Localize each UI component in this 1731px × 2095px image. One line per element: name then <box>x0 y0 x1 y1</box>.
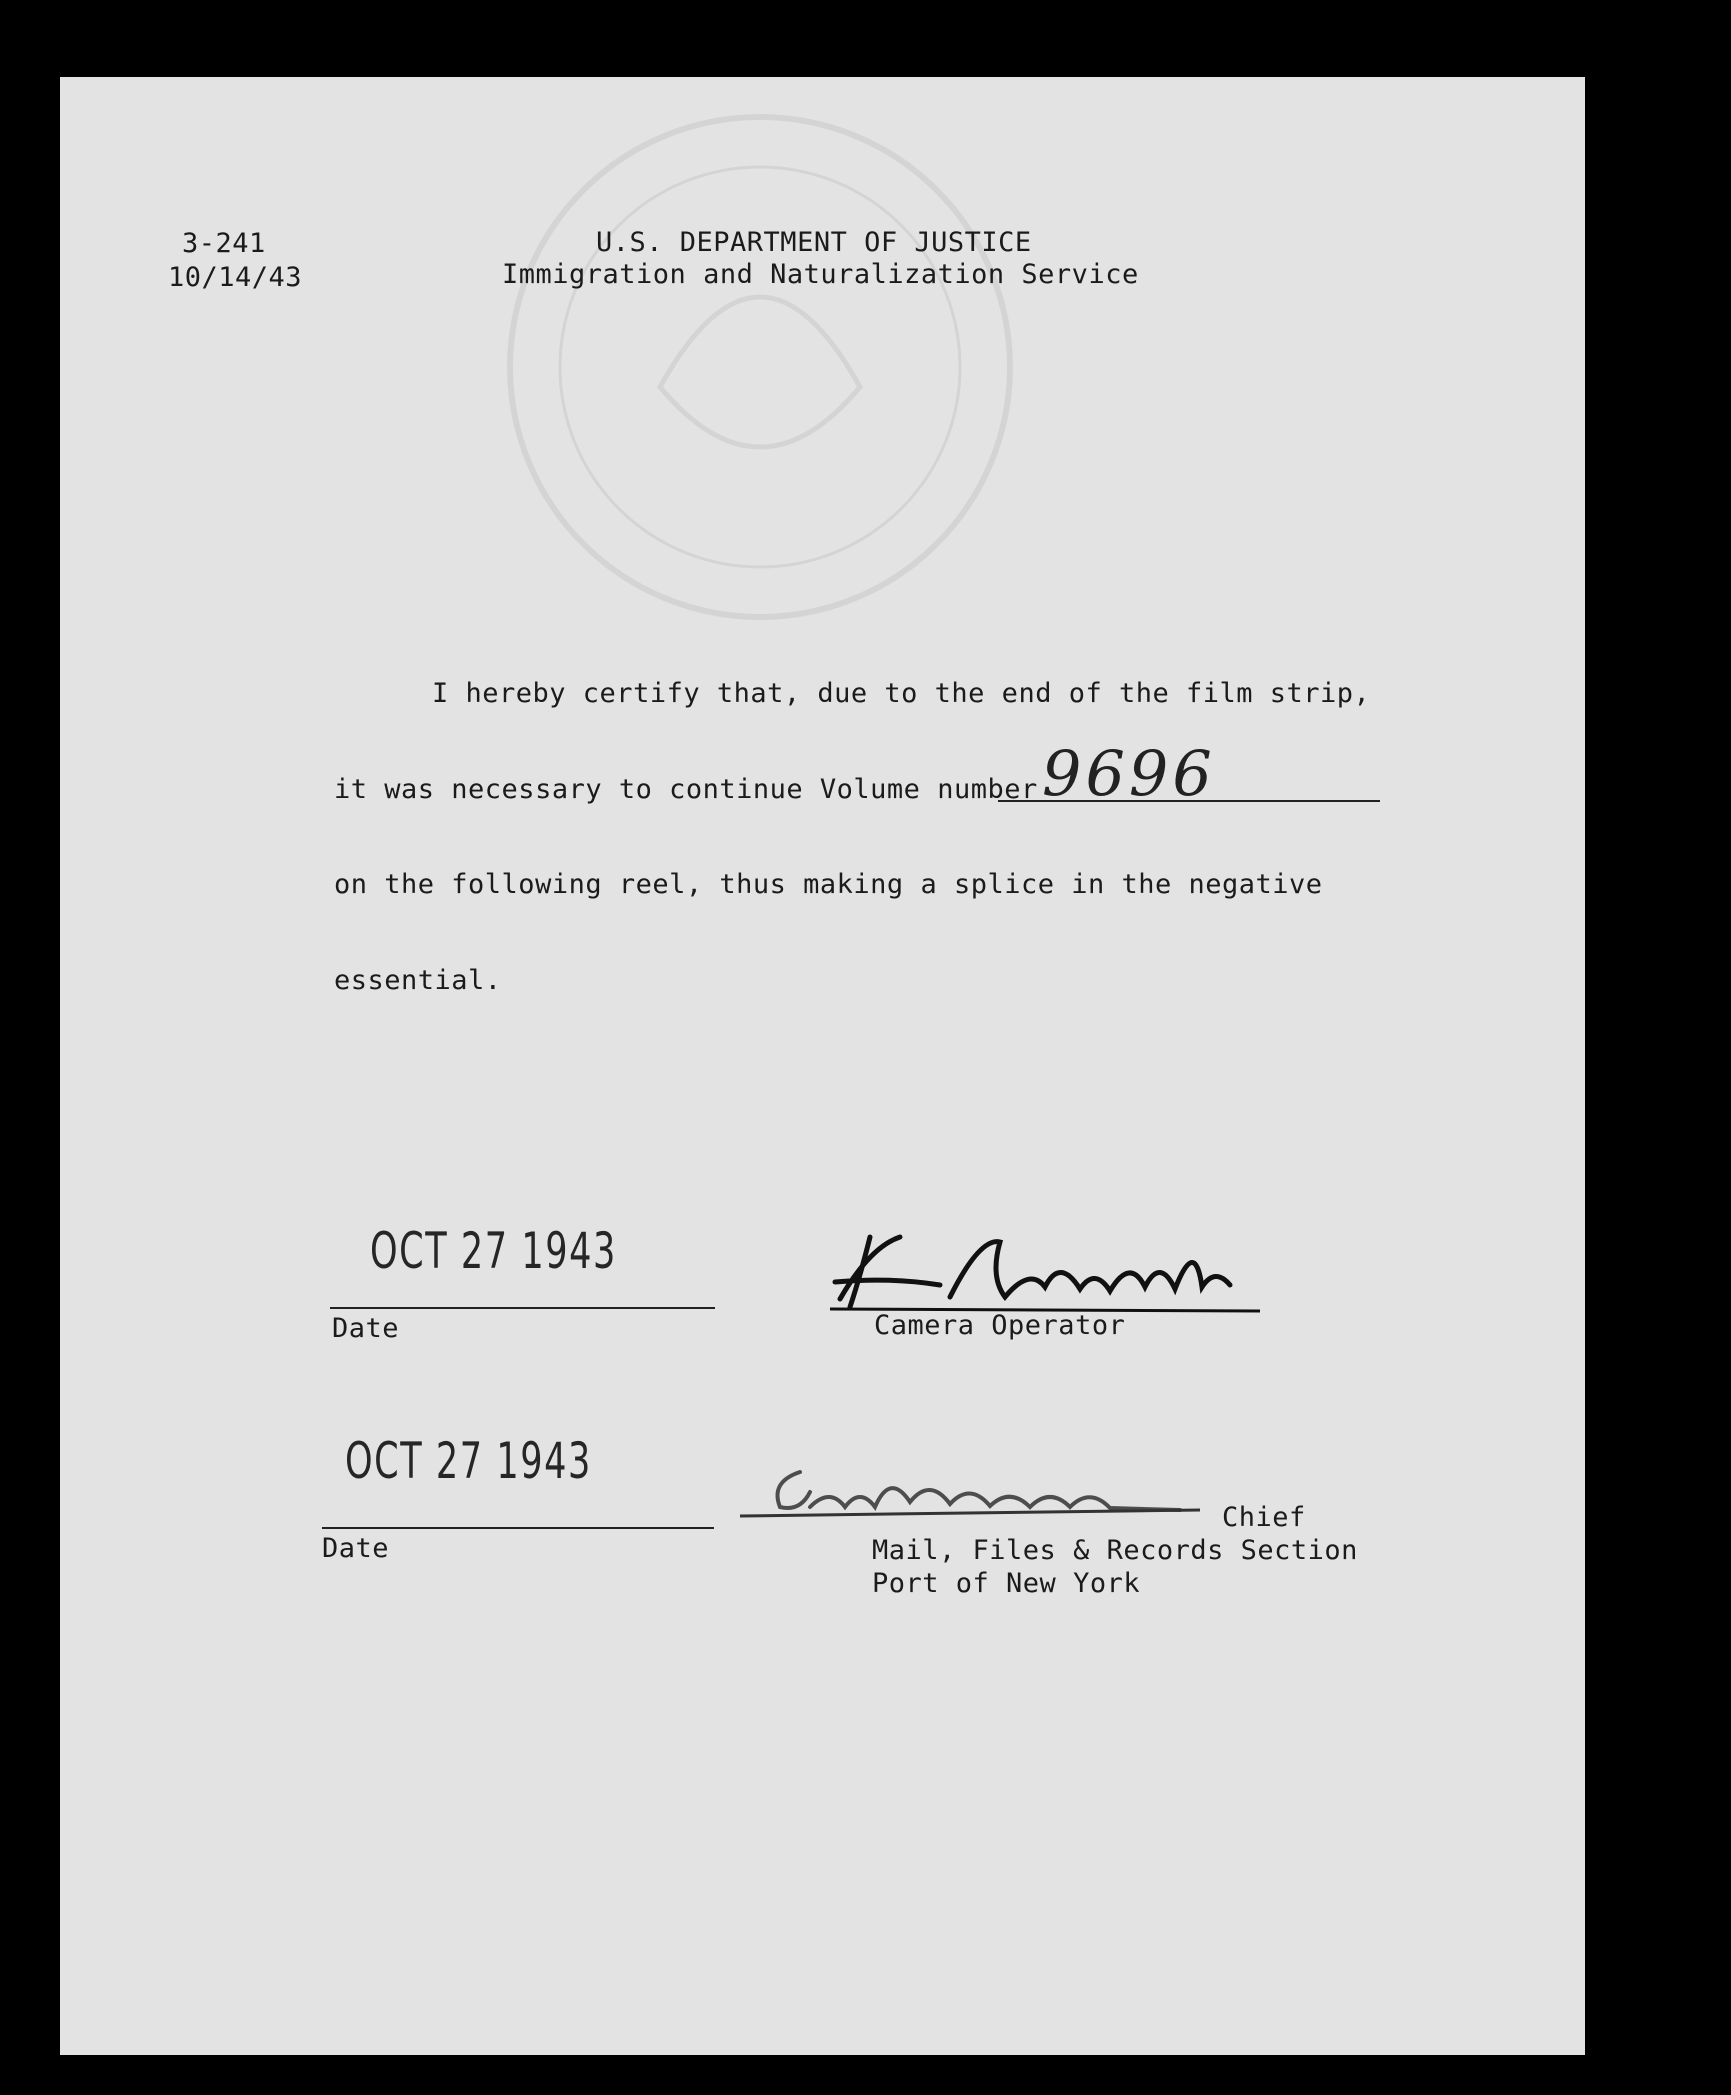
date-label-2: Date <box>322 1533 390 1564</box>
date-stamp-2: OCT 27 1943 <box>345 1432 592 1490</box>
date-line-1 <box>330 1307 715 1309</box>
body-line-4: essential. <box>334 965 502 996</box>
watermark-seal-icon <box>480 87 1040 647</box>
department-heading: U.S. DEPARTMENT OF JUSTICE <box>596 227 1032 258</box>
form-date: 10/14/43 <box>168 262 303 293</box>
form-code <box>168 227 302 295</box>
service-heading: Immigration and Naturalization Service <box>502 259 1139 290</box>
body-line-1: I hereby certify that, due to the end of the film strip, <box>432 678 1371 709</box>
body-line-2-prefix: it was necessary to continue Volume number <box>334 774 1038 805</box>
section-label: Mail, Files & Records Section <box>872 1535 1358 1566</box>
office-label: Port of New York <box>872 1568 1141 1599</box>
volume-number-handwritten: 9696 <box>1042 737 1216 810</box>
document-page <box>60 77 1585 2055</box>
date-line-2 <box>322 1527 714 1529</box>
date-stamp-1: OCT 27 1943 <box>370 1222 617 1280</box>
date-label-1: Date <box>332 1313 400 1344</box>
chief-title: Chief <box>1222 1502 1306 1533</box>
chief-signature-icon <box>740 1452 1200 1532</box>
body-line-3: on the following reel, thus making a splice in the negative <box>334 869 1323 900</box>
camera-operator-signature-icon <box>830 1227 1260 1317</box>
form-number: 3-241 <box>182 228 266 259</box>
camera-operator-label: Camera Operator <box>874 1310 1126 1341</box>
